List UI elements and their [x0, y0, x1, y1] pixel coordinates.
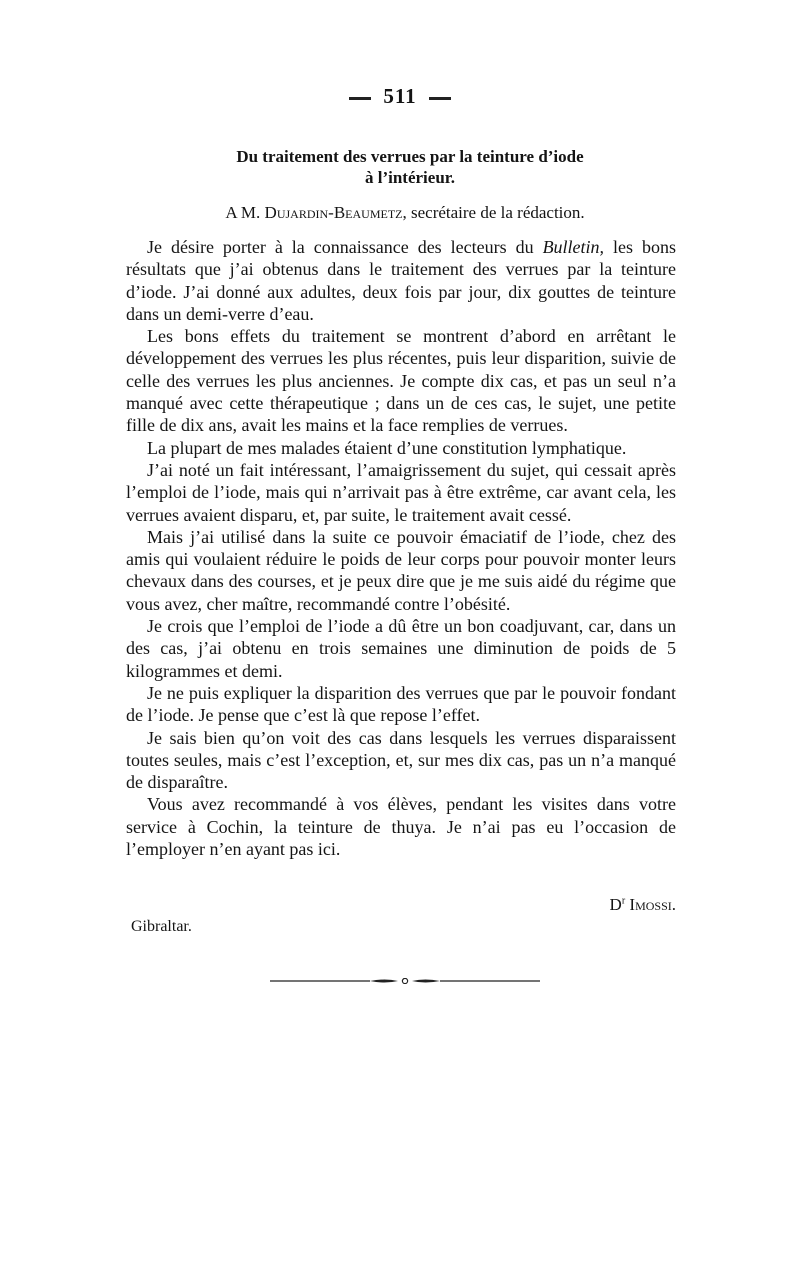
- paragraph-6: Je crois que l’emploi de l’iode a dû être un bon coadjuvant, car, dans un des cas, j’ai obtenu en trois semaines une diminution de poids de 5 kilogrammes et demi.: [126, 616, 676, 681]
- place-line: Gibraltar.: [131, 918, 192, 935]
- signature: [490, 895, 676, 915]
- signature-title-sup: r: [621, 895, 626, 907]
- article-title: [140, 146, 680, 188]
- address-name: Dujardin-Beaumetz,: [264, 203, 407, 222]
- letter-address: [140, 203, 670, 223]
- article-title-line-2: à l’intérieur.: [364, 168, 456, 187]
- address-suffix: secrétaire de la rédaction.: [410, 203, 585, 222]
- paragraph-1: [126, 236, 676, 325]
- address-prefix: A M.: [225, 203, 261, 222]
- page-number: 511: [383, 84, 417, 108]
- bulletin-title-emphasis: Bulletin,: [542, 237, 605, 257]
- header-left-ornament: [349, 97, 371, 100]
- signature-name: Imossi.: [629, 895, 676, 914]
- letter-body: [126, 236, 676, 860]
- paragraph-4: J’ai noté un fait intéressant, l’amaigrissement du sujet, qui cessait après l’emploi de l’iode, mais qui n’arrivait pas à être extrême, car avant cela, les verrues avaient disparu, et, par suite, le traitement avait cessé.: [126, 459, 676, 525]
- paragraph-8: Je sais bien qu’on voit des cas dans lesquels les verrues disparaissent toutes seules, mais c’est l’exception, et, sur mes dix cas, pas un n’a manqué de disparaître.: [126, 727, 676, 793]
- paragraph-9: Vous avez recommandé à vos élèves, pendant les visites dans votre service à Cochin, la teinture de thuya. Je n’ai pas eu l’occasion de l’employer n’en ayant pas ici.: [126, 794, 676, 860]
- closing-ornament-rule: [270, 978, 540, 984]
- paragraph-3: La plupart de mes malades étaient d’une constitution lymphatique.: [147, 437, 627, 458]
- paragraph-1-text-b: les bons résultats que j’ai obtenus dans le traitement des verrues par la teinture d’iode. J’ai donné aux adultes, deux fois par jour, dix gouttes de teinture dans un demi-verre d’eau.: [126, 237, 676, 324]
- signature-title: D: [609, 895, 622, 914]
- article-title-line-1: Du traitement des verrues par la teinture d’iode: [236, 147, 584, 166]
- header-right-ornament: [429, 97, 451, 100]
- paragraph-2: Les bons effets du traitement se montrent d’abord en arrêtant le développement des verrues les plus récentes, puis leur disparition, suivie de celle des verrues les plus anciennes. Je compte dix cas, et pas un seul n’a manqué avec cette thérapeutique ; dans un de ces cas, le sujet, une petite fille de dix ans, avait les mains et la face remplies de verrues.: [126, 326, 676, 436]
- paragraph-5: Mais j’ai utilisé dans la suite ce pouvoir émaciatif de l’iode, chez des amis qui voulaient réduire le poids de leur corps pour pouvoir monter leurs chevaux dans des courses, et je peux dire que je me suis aidé du régime que vous avez, cher maître, recommandé contre l’obésité.: [126, 526, 676, 614]
- paragraph-1-text-a: Je désire porter à la connaissance des lecteurs du: [147, 237, 543, 257]
- paragraph-7: Je ne puis expliquer la disparition des verrues que par le pouvoir fondant de l’iode. Je pense que c’est là que repose l’effet.: [126, 682, 676, 726]
- page-header: [0, 84, 800, 109]
